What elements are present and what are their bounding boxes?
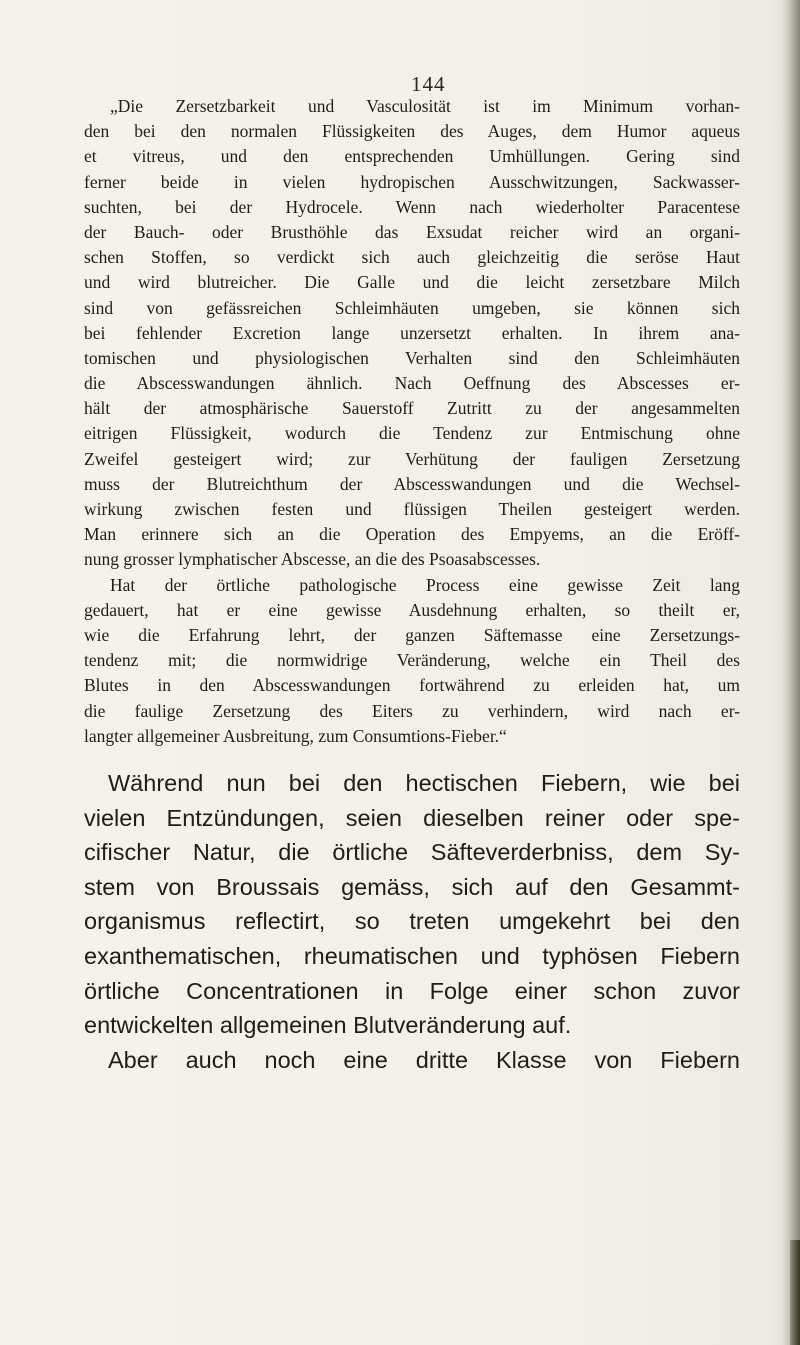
text-line: Während nun bei den hectischen Fiebern, wie bei <box>108 770 740 796</box>
text-line: Blutes in den Abscesswandungen fortwährend zu erleiden hat, um <box>84 675 740 696</box>
text-line: wie die Erfahrung lehrt, der ganzen Säftemasse eine Zersetzungs- <box>84 624 740 645</box>
text-line: cifischer Natur, die örtliche Säfteverderbniss, dem Sy- <box>84 839 740 866</box>
text-line: muss der Blutreichthum der Abscesswandungen und die Wechsel- <box>84 473 740 494</box>
text-line: wirkung zwischen festen und flüssigen Theilen gesteigert werden. <box>84 499 740 519</box>
page-number: 144 <box>411 72 446 96</box>
text-line: Hat der örtliche pathologische Process eine gewisse Zeit lang <box>110 574 740 595</box>
text-line: tomischen und physiologischen Verhalten sind den Schleimhäuten <box>84 347 740 368</box>
text-line: ferner beide in vielen hydropischen Ausschwitzungen, Sackwasser- <box>84 171 740 192</box>
page-edge-dark <box>790 1240 800 1345</box>
text-line: entwickelten allgemeinen Blutveränderung auf. <box>84 1012 572 1039</box>
page-edge-shadow <box>782 0 800 1345</box>
text-line: den bei den normalen Flüssigkeiten des Auges, dem Humor aqueus <box>84 121 740 142</box>
text-line: der Bauch- oder Brusthöhle das Exsudat reicher wird an organi- <box>84 221 740 242</box>
text-line: nung grosser lymphatischer Abscesse, an die des Psoasabscesses. <box>84 549 541 570</box>
text-line: stem von Broussais gemäss, sich auf den Gesammt- <box>84 873 740 900</box>
main-paragraph <box>84 766 740 1077</box>
text-line: gedauert, hat er eine gewisse Ausdehnung erhalten, so theilt er, <box>84 599 740 620</box>
text-line: exanthematischen, rheumatischen und typhösen Fiebern <box>84 942 740 969</box>
text-line: die Abscesswandungen ähnlich. Nach Oeffnung des Abscesses er- <box>84 373 740 394</box>
text-line: die faulige Zersetzung des Eiters zu verhindern, wird nach er- <box>84 700 740 721</box>
text-line: sind von gefässreichen Schleimhäuten umgeben, sie können sich <box>84 297 740 318</box>
text-line: vielen Entzündungen, seien dieselben reiner oder spe- <box>84 804 740 831</box>
text-line: schen Stoffen, so verdickt sich auch gleichzeitig die seröse Haut <box>84 247 740 268</box>
text-line: et vitreus, und den entsprechenden Umhüllungen. Gering sind <box>84 146 740 167</box>
text-line: tendenz mit; die normwidrige Veränderung, welche ein Theil des <box>84 650 740 671</box>
text-line: suchten, bei der Hydrocele. Wenn nach wiederholter Paracentese <box>84 196 740 217</box>
text-line: Aber auch noch eine dritte Klasse von Fiebern <box>108 1046 740 1073</box>
text-line: und wird blutreicher. Die Galle und die leicht zersetzbare Milch <box>84 272 740 293</box>
quoted-paragraph <box>84 94 740 749</box>
text-line: bei fehlender Excretion lange unzersetzt erhalten. In ihrem ana- <box>84 322 740 343</box>
text-line: organismus reflectirt, so treten umgekehrt bei den <box>84 908 740 935</box>
text-line: örtliche Concentrationen in Folge einer schon zuvor <box>84 977 740 1004</box>
text-line: Zweifel gesteigert wird; zur Verhütung der fauligen Zersetzung <box>84 448 740 469</box>
text-line: Man erinnere sich an die Operation des Empyems, an die Eröff- <box>84 524 740 545</box>
text-line: hält der atmosphärische Sauerstoff Zutritt zu der angesammelten <box>84 398 740 419</box>
text-line: „Die Zersetzbarkeit und Vasculosität ist im Minimum vorhan- <box>110 96 740 116</box>
text-line: langter allgemeiner Ausbreitung, zum Consumtions-Fieber.“ <box>84 725 507 746</box>
text-line: eitrigen Flüssigkeit, wodurch die Tendenz zur Entmischung ohne <box>84 423 740 444</box>
